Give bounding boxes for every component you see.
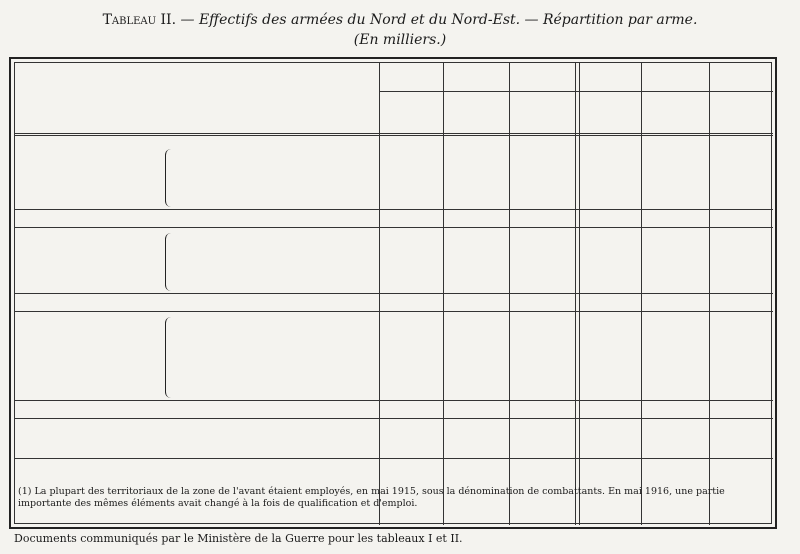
row-rule bbox=[15, 458, 773, 459]
group-brace bbox=[165, 149, 174, 207]
row-rule bbox=[15, 400, 773, 401]
row-rule bbox=[15, 135, 773, 136]
group-brace bbox=[165, 317, 174, 398]
row-rule bbox=[15, 133, 773, 134]
table-body bbox=[14, 62, 772, 524]
row-rule bbox=[15, 418, 773, 419]
source-note: Documents communiqués par le Ministère de la Guerre pour les tableaux I et II. bbox=[14, 532, 463, 545]
footnote: (1) La plupart des territoriaux de la zone de l'avant étaient employés, en mai 1915, sous la dénomination de combattants. En mai 1916, une partie importante des mêmes éléments avait changé à la fois de qualification et d'emploi. bbox=[18, 486, 725, 509]
table-frame bbox=[9, 57, 777, 529]
table-title bbox=[0, 12, 800, 28]
row-rule bbox=[15, 209, 773, 210]
table-unit: (En milliers.) bbox=[353, 32, 447, 48]
title-text: — Effectifs des armées du Nord et du Nord-Est. — Répartition par arme. bbox=[180, 12, 698, 28]
row-rule bbox=[15, 227, 773, 228]
row-rule bbox=[15, 293, 773, 294]
row-rule bbox=[15, 311, 773, 312]
title-prefix: Tableau II. bbox=[102, 12, 177, 28]
row-rule bbox=[379, 91, 773, 92]
group-brace bbox=[165, 233, 174, 291]
